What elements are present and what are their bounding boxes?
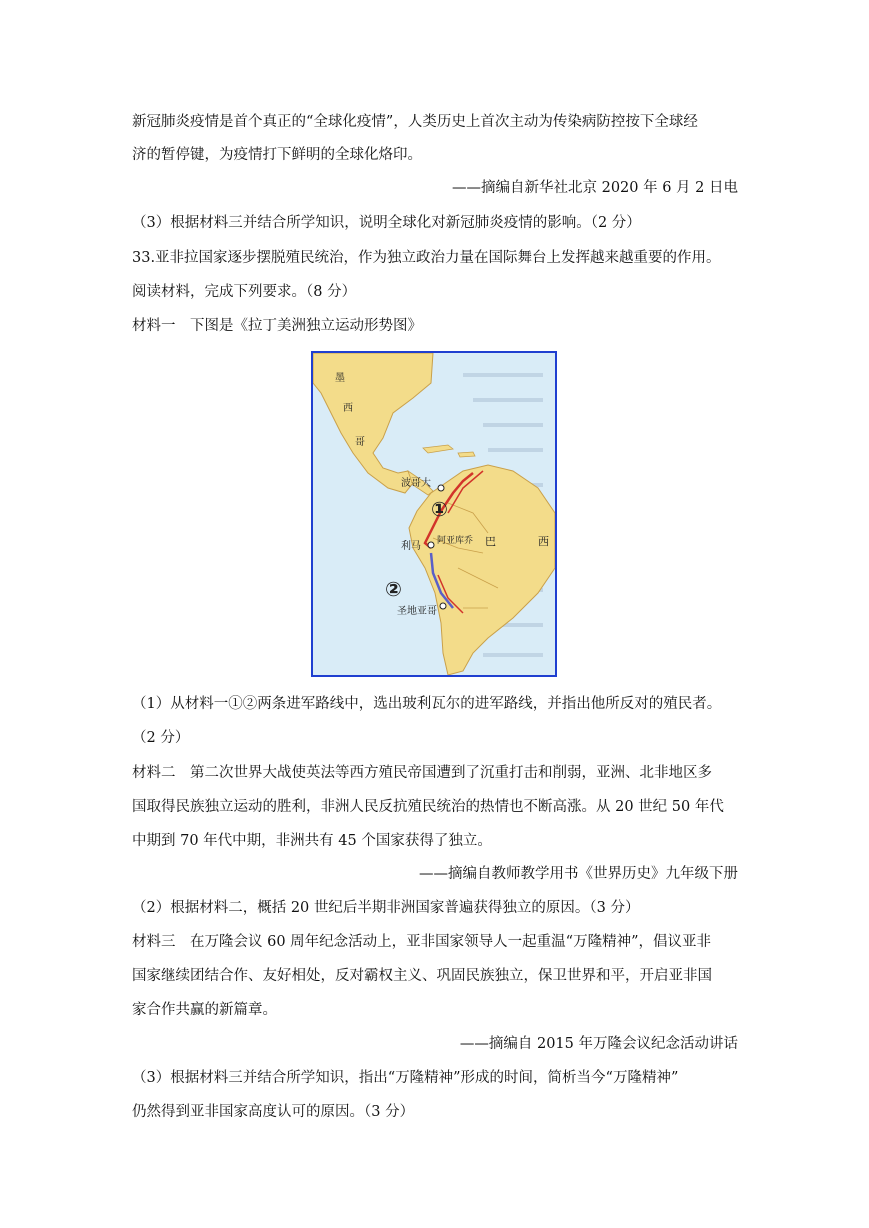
map-label-mexico: 哥 bbox=[355, 437, 365, 448]
question-1: （1）从材料一①②两条进军路线中，选出玻利瓦尔的进军路线，并指出他所反对的殖民者。 bbox=[132, 696, 722, 712]
map-label-brazil: 西 bbox=[538, 535, 549, 548]
material-3-text: 国家继续团结合作、友好相处，反对霸权主义、巩固民族独立，保卫世界和平，开启亚非国 bbox=[132, 968, 712, 984]
question-3: （3）根据材料三并结合所学知识，说明全球化对新冠肺炎疫情的影响。（2 分） bbox=[132, 215, 641, 231]
material-2-text: 中期到 70 年代中期，非洲共有 45 个国家获得了独立。 bbox=[132, 833, 492, 849]
material-3-text: 材料三 在万隆会议 60 周年纪念活动上，亚非国家领导人一起重温“万隆精神”，倡议亚非 bbox=[132, 934, 711, 950]
source-citation: ——摘编自 2015 年万隆会议纪念活动讲话 bbox=[459, 1036, 738, 1052]
map-label-lima: 利马 bbox=[401, 541, 421, 552]
map-label-mexico: 西 bbox=[343, 403, 353, 414]
mexico-landmass bbox=[313, 353, 433, 493]
question-1-score: （2 分） bbox=[132, 730, 190, 746]
route-2-marker: ② bbox=[385, 577, 402, 601]
question-3-b: 仍然得到亚非国家高度认可的原因。（3 分） bbox=[132, 1104, 415, 1120]
map-label-brazil: 巴 bbox=[485, 535, 496, 548]
material-2-text: 国取得民族独立运动的胜利，非洲人民反抗殖民统治的热情也不断高涨。从 20 世纪 50 年代 bbox=[132, 799, 724, 815]
question-3-b: （3）根据材料三并结合所学知识，指出“万隆精神”形成的时间，简析当今“万隆精神” bbox=[132, 1070, 679, 1086]
route-1-marker: ① bbox=[431, 497, 448, 521]
question-2: （2）根据材料二，概括 20 世纪后半期非洲国家普遍获得独立的原因。（3 分） bbox=[132, 900, 640, 916]
material-2-text: 材料二 第二次世界大战使英法等西方殖民帝国遭到了沉重打击和削弱，亚洲、北非地区多 bbox=[132, 765, 712, 781]
question-33-instruction: 阅读材料，完成下列要求。（8 分） bbox=[132, 284, 357, 300]
material-3-text: 家合作共赢的新篇章。 bbox=[132, 1002, 277, 1018]
question-33-title: 33.亚非拉国家逐步摆脱殖民统治，作为独立政治力量在国际舞台上发挥越来越重要的作用。 bbox=[132, 250, 721, 266]
map-label-mexico: 墨 bbox=[335, 373, 345, 384]
text-line: 新冠肺炎疫情是首个真正的“全球化疫情”，人类历史上首次主动为传染病防控按下全球经 bbox=[132, 114, 698, 130]
map-label-santiago: 圣地亚哥 bbox=[397, 606, 437, 617]
source-citation: ——摘编自教师教学用书《世界历史》九年级下册 bbox=[419, 866, 738, 882]
latin-america-independence-map bbox=[311, 351, 557, 677]
map-label-bogota: 波哥大 bbox=[401, 478, 431, 489]
map-label-ayacucho: 阿亚库乔 bbox=[437, 536, 474, 546]
text-line: 济的暂停键，为疫情打下鲜明的全球化烙印。 bbox=[132, 147, 422, 163]
source-citation: ——摘编自新华社北京 2020 年 6 月 2 日电 bbox=[451, 180, 738, 196]
material-1-caption: 材料一 下图是《拉丁美洲独立运动形势图》 bbox=[132, 318, 422, 334]
